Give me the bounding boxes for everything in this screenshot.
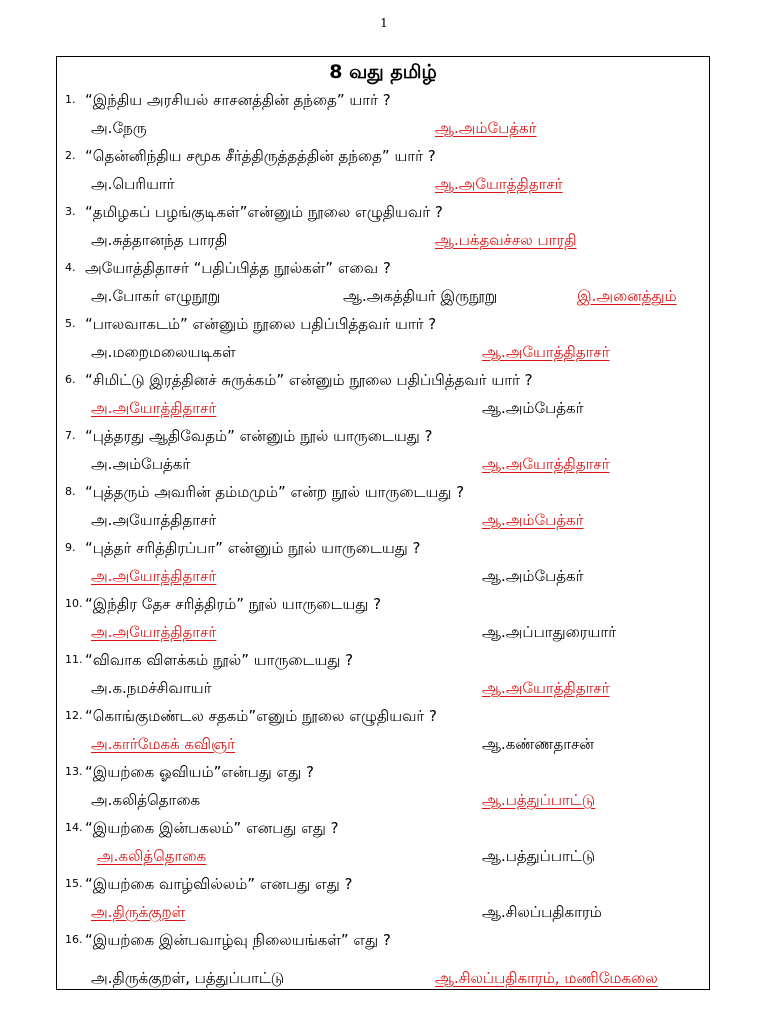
- question-text: “தென்னிந்திய சமூக சீர்த்திருத்தத்தின் தந்தை” யார் ?: [85, 147, 436, 165]
- answer-options: [57, 506, 709, 534]
- question-sheet: [56, 56, 710, 990]
- question-number: 12.: [65, 709, 83, 722]
- answer-option: அ.சுத்தானந்த பாரதி: [91, 231, 228, 249]
- answer-option: அ.திருக்குறள், பத்துப்பாட்டு: [91, 969, 285, 987]
- question: [57, 870, 709, 898]
- question-number: 8.: [65, 485, 76, 498]
- question: [57, 422, 709, 450]
- question-number: 7.: [65, 429, 76, 442]
- question-number: 2.: [65, 149, 76, 162]
- question-text: அயோத்திதாசர் “பதிப்பித்த நூல்கள்” எவை ?: [85, 259, 391, 277]
- question-text: “பாலவாகடம்” என்னும் நூலை பதிப்பித்தவர் யார் ?: [85, 315, 437, 333]
- question-number: 9.: [65, 541, 76, 554]
- question-text: “புத்தரது ஆதிவேதம்” என்னும் நூல் யாருடையது ?: [85, 427, 433, 445]
- correct-answer-option: ஆ.பத்துப்பாட்டு: [482, 791, 596, 809]
- answer-option: அ.போகர் எழுநூறு: [91, 287, 221, 305]
- question: [57, 702, 709, 730]
- answer-option: அ.க.நமச்சிவாயர்: [91, 679, 212, 697]
- answer-options: [57, 898, 709, 926]
- answer-option: ஆ.அம்பேத்கர்: [482, 399, 584, 417]
- question-text: “புத்தரும் அவரின் தம்மமும்” என்ற நூல் யாருடையது ?: [85, 483, 465, 501]
- question-number: 16.: [65, 933, 83, 946]
- correct-answer-option: அ.அயோத்திதாசர்: [91, 567, 217, 585]
- answer-options: [57, 674, 709, 702]
- question-number: 3.: [65, 205, 76, 218]
- question-number: 13.: [65, 765, 83, 778]
- correct-answer-option: ஆ.அயோத்திதாசர்: [482, 455, 610, 473]
- correct-answer-option: ஆ.அயோத்திதாசர்: [482, 343, 610, 361]
- question: [57, 254, 709, 282]
- answer-options: [57, 786, 709, 814]
- question-text: “இயற்கை இன்பவாழ்வு நிலையங்கள்” எது ?: [85, 931, 391, 949]
- question-number: 14.: [65, 821, 83, 834]
- question-number: 6.: [65, 373, 76, 386]
- answer-options: [57, 394, 709, 422]
- question: [57, 926, 709, 954]
- correct-answer-option: ஆ.அம்பேத்கர்: [435, 119, 537, 137]
- answer-option: ஆ.சிலப்பதிகாரம்: [482, 903, 602, 921]
- question-text: “தமிழகப் பழங்குடிகள்”என்னும் நூலை எழுதியவர் ?: [85, 203, 443, 221]
- question: [57, 86, 709, 114]
- correct-answer-option: இ.அனைத்தும்: [577, 287, 677, 305]
- question-number: 1.: [65, 93, 76, 106]
- answer-option: அ.மறைமலையடிகள்: [91, 343, 236, 361]
- answer-options: [57, 618, 709, 646]
- question: [57, 198, 709, 226]
- answer-options: [57, 842, 709, 870]
- answer-option: ஆ.அப்பாதுரையார்: [482, 623, 617, 641]
- answer-option: ஆ.கண்ணதாசன்: [482, 735, 594, 753]
- question-number: 10.: [65, 597, 83, 610]
- answer-options: [57, 226, 709, 254]
- answer-option: அ.அம்பேத்கர்: [91, 455, 191, 473]
- question-number: 15.: [65, 877, 83, 890]
- question-text: “சிமிட்டு இரத்தினச் சுருக்கம்” என்னும் நூலை பதிப்பித்தவர் யார் ?: [85, 371, 533, 389]
- correct-answer-option: ஆ.அம்பேத்கர்: [482, 511, 584, 529]
- answer-option: அ.அயோத்திதாசர்: [91, 511, 217, 529]
- question-text: “புத்தர் சரித்திரப்பா” என்னும் நூல் யாருடையது ?: [85, 539, 421, 557]
- answer-option: ஆ.அகத்தியர் இருநூறு: [343, 287, 498, 305]
- answer-options: [57, 450, 709, 478]
- question-number: 11.: [65, 653, 83, 666]
- answer-options: [57, 170, 709, 198]
- answer-options: [57, 282, 709, 310]
- answer-options: [57, 338, 709, 366]
- correct-answer-option: ஆ.அயோத்திதாசர்: [435, 175, 563, 193]
- question: [57, 142, 709, 170]
- question: [57, 366, 709, 394]
- answer-options: [57, 114, 709, 142]
- question: [57, 814, 709, 842]
- correct-answer-option: ஆ.அயோத்திதாசர்: [482, 679, 610, 697]
- question-number: 5.: [65, 317, 76, 330]
- correct-answer-option: ஆ.சிலப்பதிகாரம், மணிமேகலை: [435, 969, 658, 987]
- question-text: “கொங்குமண்டல சதகம்”எனும் நூலை எழுதியவர் ?: [85, 707, 437, 725]
- question-text: “இயற்கை வாழ்வில்லம்” எனபது எது ?: [85, 875, 353, 893]
- question-text: “இந்திய அரசியல் சாசனத்தின் தந்தை” யார் ?: [85, 91, 391, 109]
- question: [57, 478, 709, 506]
- answer-options: [57, 562, 709, 590]
- question: [57, 590, 709, 618]
- answer-options: [57, 730, 709, 758]
- correct-answer-option: அ.கார்மேகக் கவிஞர்: [91, 735, 235, 753]
- question: [57, 758, 709, 786]
- question-text: “இயற்கை இன்பகலம்” எனபது எது ?: [85, 819, 339, 837]
- page-title: 8 வது தமிழ்: [329, 61, 437, 83]
- answer-option: அ.பெரியார்: [91, 175, 175, 193]
- correct-answer-option: அ.அயோத்திதாசர்: [91, 623, 217, 641]
- question-number: 4.: [65, 261, 76, 274]
- question: [57, 646, 709, 674]
- page-number: 1: [380, 16, 388, 30]
- answer-option: அ.நேரு: [91, 119, 147, 137]
- question: [57, 310, 709, 338]
- answer-options: [57, 964, 709, 992]
- correct-answer-option: ஆ.பக்தவச்சல பாரதி: [435, 231, 577, 249]
- question-text: “இயற்கை ஓவியம்”என்பது எது ?: [85, 763, 314, 781]
- answer-option: ஆ.அம்பேத்கர்: [482, 567, 584, 585]
- correct-answer-option: அ.அயோத்திதாசர்: [91, 399, 217, 417]
- correct-answer-option: அ.கலித்தொகை: [97, 847, 207, 865]
- correct-answer-option: அ.திருக்குறள்: [91, 903, 186, 921]
- question-text: “விவாக விளக்கம் நூல்” யாருடையது ?: [85, 651, 354, 669]
- answer-option: ஆ.பத்துப்பாட்டு: [482, 847, 596, 865]
- question: [57, 534, 709, 562]
- question-text: “இந்திர தேச சரித்திரம்” நூல் யாருடையது ?: [85, 595, 382, 613]
- answer-option: அ.கலித்தொகை: [91, 791, 201, 809]
